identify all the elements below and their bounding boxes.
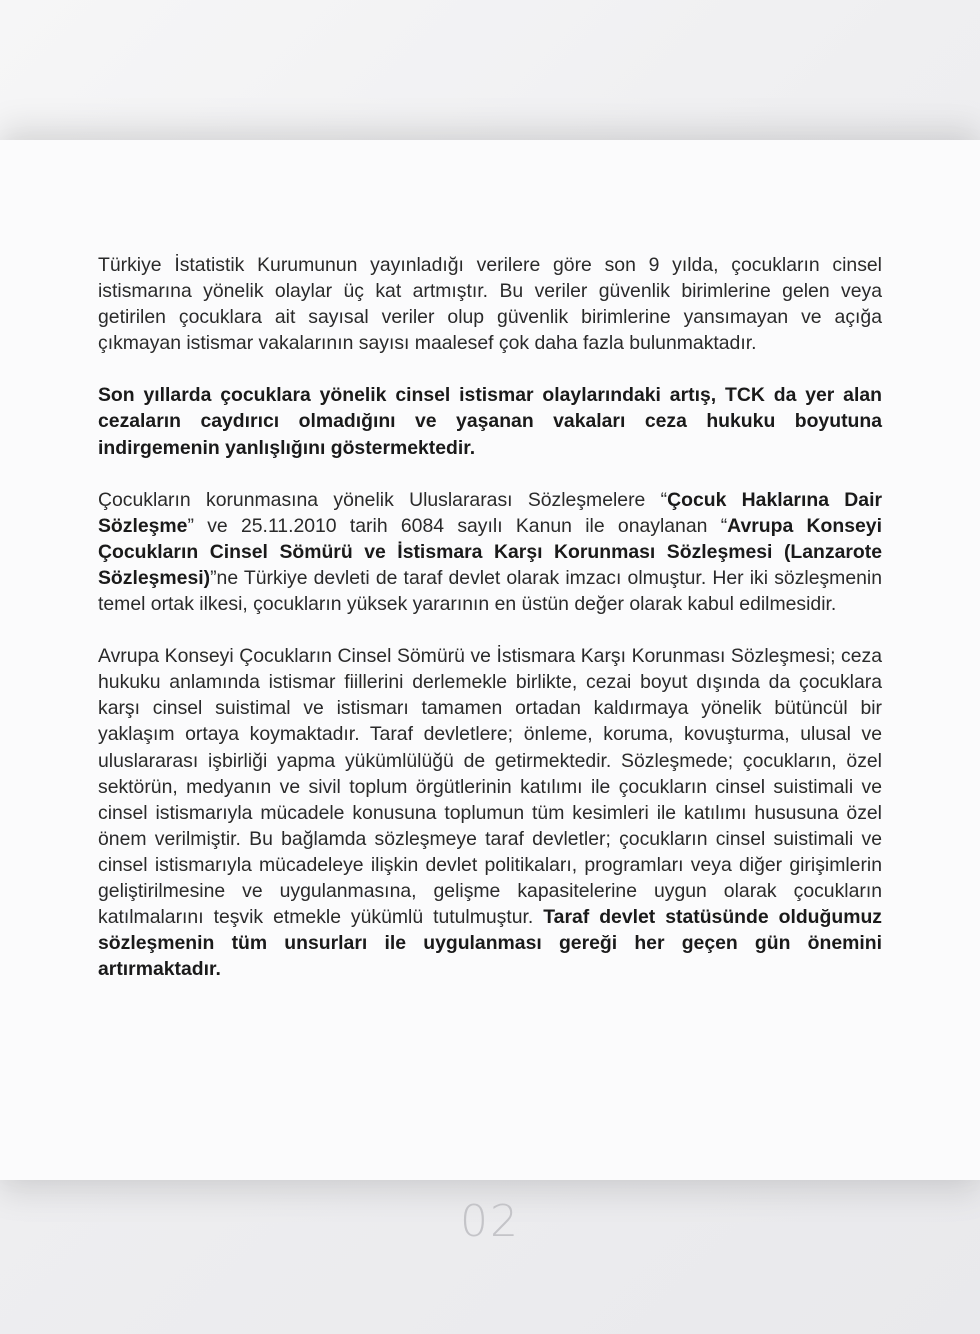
document-body [98,252,882,982]
text-run: ” ve 25.11.2010 tarih 6084 sayılı Kanun ile onaylanan “ [187,514,728,537]
paragraph-statistics [98,252,882,356]
text-run: Çocukların korunmasına yönelik Uluslararası Sözleşmelere “ [98,488,668,511]
closing-emphasis: Taraf devlet statüsünde olduğumuz sözleşmenin tüm unsurları ile uygulanması gereği her geçen gün önemini artırmaktadır. [98,906,882,981]
convention-name-lanzarote: Avrupa Konseyi Çocukların Cinsel Sömürü ve İstismara Karşı Korunması Sözleşmesi (Lanzarote Sözleşmesi) [98,514,882,589]
paragraph-lanzarote [98,643,882,982]
page-number: 02 [460,1196,520,1247]
paragraph-text: Son yıllarda çocuklara yönelik cinsel istismar olaylarındaki artış, TCK da yer alan cezaların caydırıcı olmadığını ve yaşanan vakaları ceza hukuku boyutuna indirgemenin yanlışlığını göstermektedir. [98,384,882,459]
paragraph-tck-emphasis [98,382,882,460]
text-run: Avrupa Konseyi Çocukların Cinsel Sömürü ve İstismara Karşı Korunması Sözleşmesi; ceza hukuku anlamında istismar fiillerini derlemekle birlikte, cezai boyut dışında da çocuklara karşı cinsel suistimal ve istismarı tamamen ortadan kaldırmaya yönelik bütüncül bir yaklaşım ortaya koymaktadır. Taraf devletlere; önleme, koruma, kovuşturma, ulusal ve uluslararası işbirliği yapma yükümlülüğü de getirmektedir. Sözleşmede; çocukların, özel sektörün, medyanın ve sivil toplum örgütlerinin katılımı ile çocukların cinsel suistimali ve cinsel istismarıyla mücadele konusuna toplumun tüm kesimleri ile katılımı hususuna özel önem verilmiştir. Bu bağlamda sözleşmeye taraf devletler; çocukların cinsel suistimali ve cinsel istismarıyla mücadeleye ilişkin devlet politikaları, programları veya diğer girişimlerin geliştirilmesine ve uygulanmasına, gelişme kapasitelerine uygun olarak çocukların katılmalarını teşvik etmekle yükümlü tutulmuştur. [98,645,882,929]
text-run: ”ne Türkiye devleti de taraf devlet olarak imzacı olmuştur. Her iki sözleşmenin temel ortak ilkesi, çocukların yüksek yararının en üstün değer olarak kabul edilmesidir. [98,566,882,616]
paragraph-text: Türkiye İstatistik Kurumunun yayınladığı verilere göre son 9 yılda, çocukların cinsel istismarına yönelik olaylar üç kat artmıştır. Bu veriler güvenlik birimlerine gelen veya getirilen çocuklara ait sayısal veriler olup güvenlik birimlerine yansımayan ve açığa çıkmayan istismar vakalarının sayısı maalesef çok daha fazla bulunmaktadır. [98,254,882,355]
paragraph-conventions [98,487,882,617]
convention-name-crc: Çocuk Haklarına Dair Sözleşme [98,488,883,537]
